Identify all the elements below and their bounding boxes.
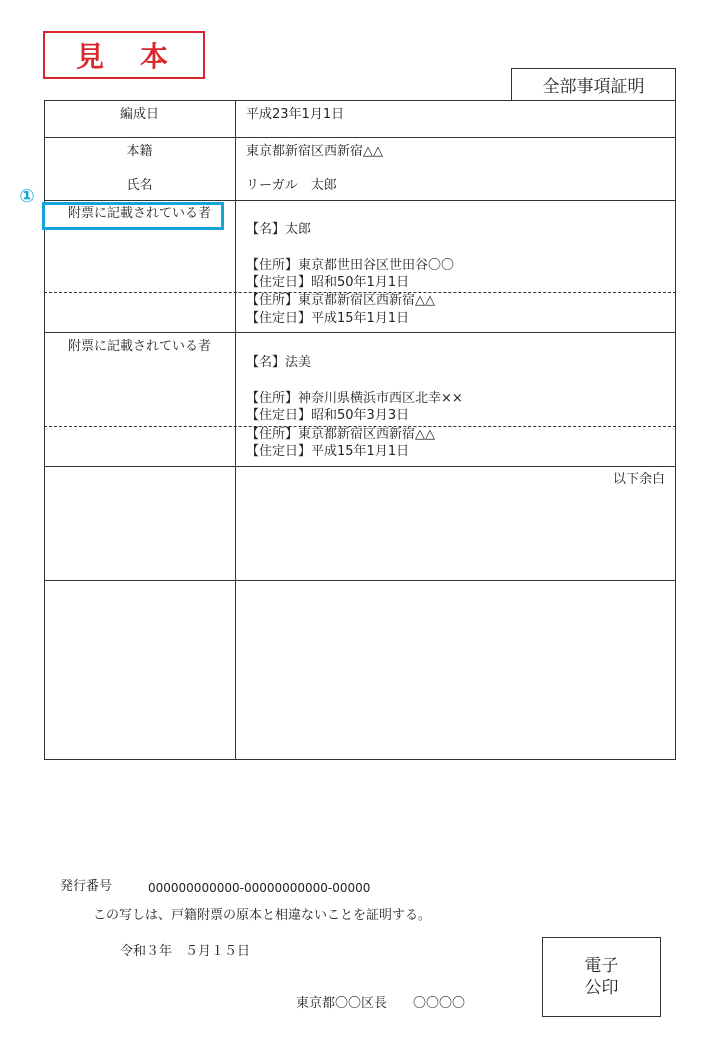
certification-statement: この写しは、戸籍附票の原本と相違ないことを証明する。 (93, 908, 432, 923)
seal-text-line1: 電子 (584, 956, 619, 976)
row-divider (44, 332, 676, 333)
person-label: 附票に記載されている者 (67, 206, 211, 221)
person-residence-date: 【住定日】昭和50年3月3日 (246, 408, 410, 423)
domicile-label: 本籍 (126, 144, 153, 159)
issue-number: 000000000000-00000000000-00000 (148, 881, 371, 895)
certificate-type-box: 全部事項証明 (511, 68, 676, 101)
name-value: リーガル 太郎 (246, 178, 337, 193)
issue-number-label: 発行番号 (60, 879, 113, 894)
person-address: 【住所】東京都新宿区西新宿△△ (246, 293, 435, 308)
compilation-date-value: 平成23年1月1日 (246, 107, 345, 122)
compilation-date-label: 編成日 (119, 107, 159, 122)
sample-stamp: 見 本 (43, 31, 205, 79)
person-address: 【住所】東京都新宿区西新宿△△ (246, 427, 435, 442)
row-divider (44, 137, 676, 138)
person-residence-date: 【住定日】昭和50年1月1日 (246, 275, 410, 290)
electronic-seal-box (542, 937, 661, 1017)
issuer-name: 東京都〇〇区長 〇〇〇〇 (296, 996, 466, 1011)
person-residence-date: 【住定日】平成15年1月1日 (246, 311, 410, 326)
person-label: 附票に記載されている者 (67, 339, 211, 354)
person-name: 【名】太郎 (246, 222, 312, 237)
row-divider (44, 200, 676, 201)
person-address: 【住所】東京都世田谷区世田谷〇〇 (246, 258, 455, 273)
domicile-value: 東京都新宿区西新宿△△ (246, 144, 383, 159)
seal-text-line2: 公印 (584, 978, 619, 998)
remainder-blank-note: 以下余白 (612, 472, 665, 487)
column-divider (235, 100, 236, 760)
person-address: 【住所】神奈川県横浜市西区北幸×× (246, 391, 463, 406)
person-residence-date: 【住定日】平成15年1月1日 (246, 444, 410, 459)
certification-date: 令和３年 ５月１５日 (120, 944, 251, 959)
row-divider (44, 580, 676, 581)
annotation-marker: ① (19, 185, 35, 207)
name-label: 氏名 (126, 178, 153, 193)
person-name: 【名】法美 (246, 355, 312, 370)
row-divider (44, 466, 676, 467)
